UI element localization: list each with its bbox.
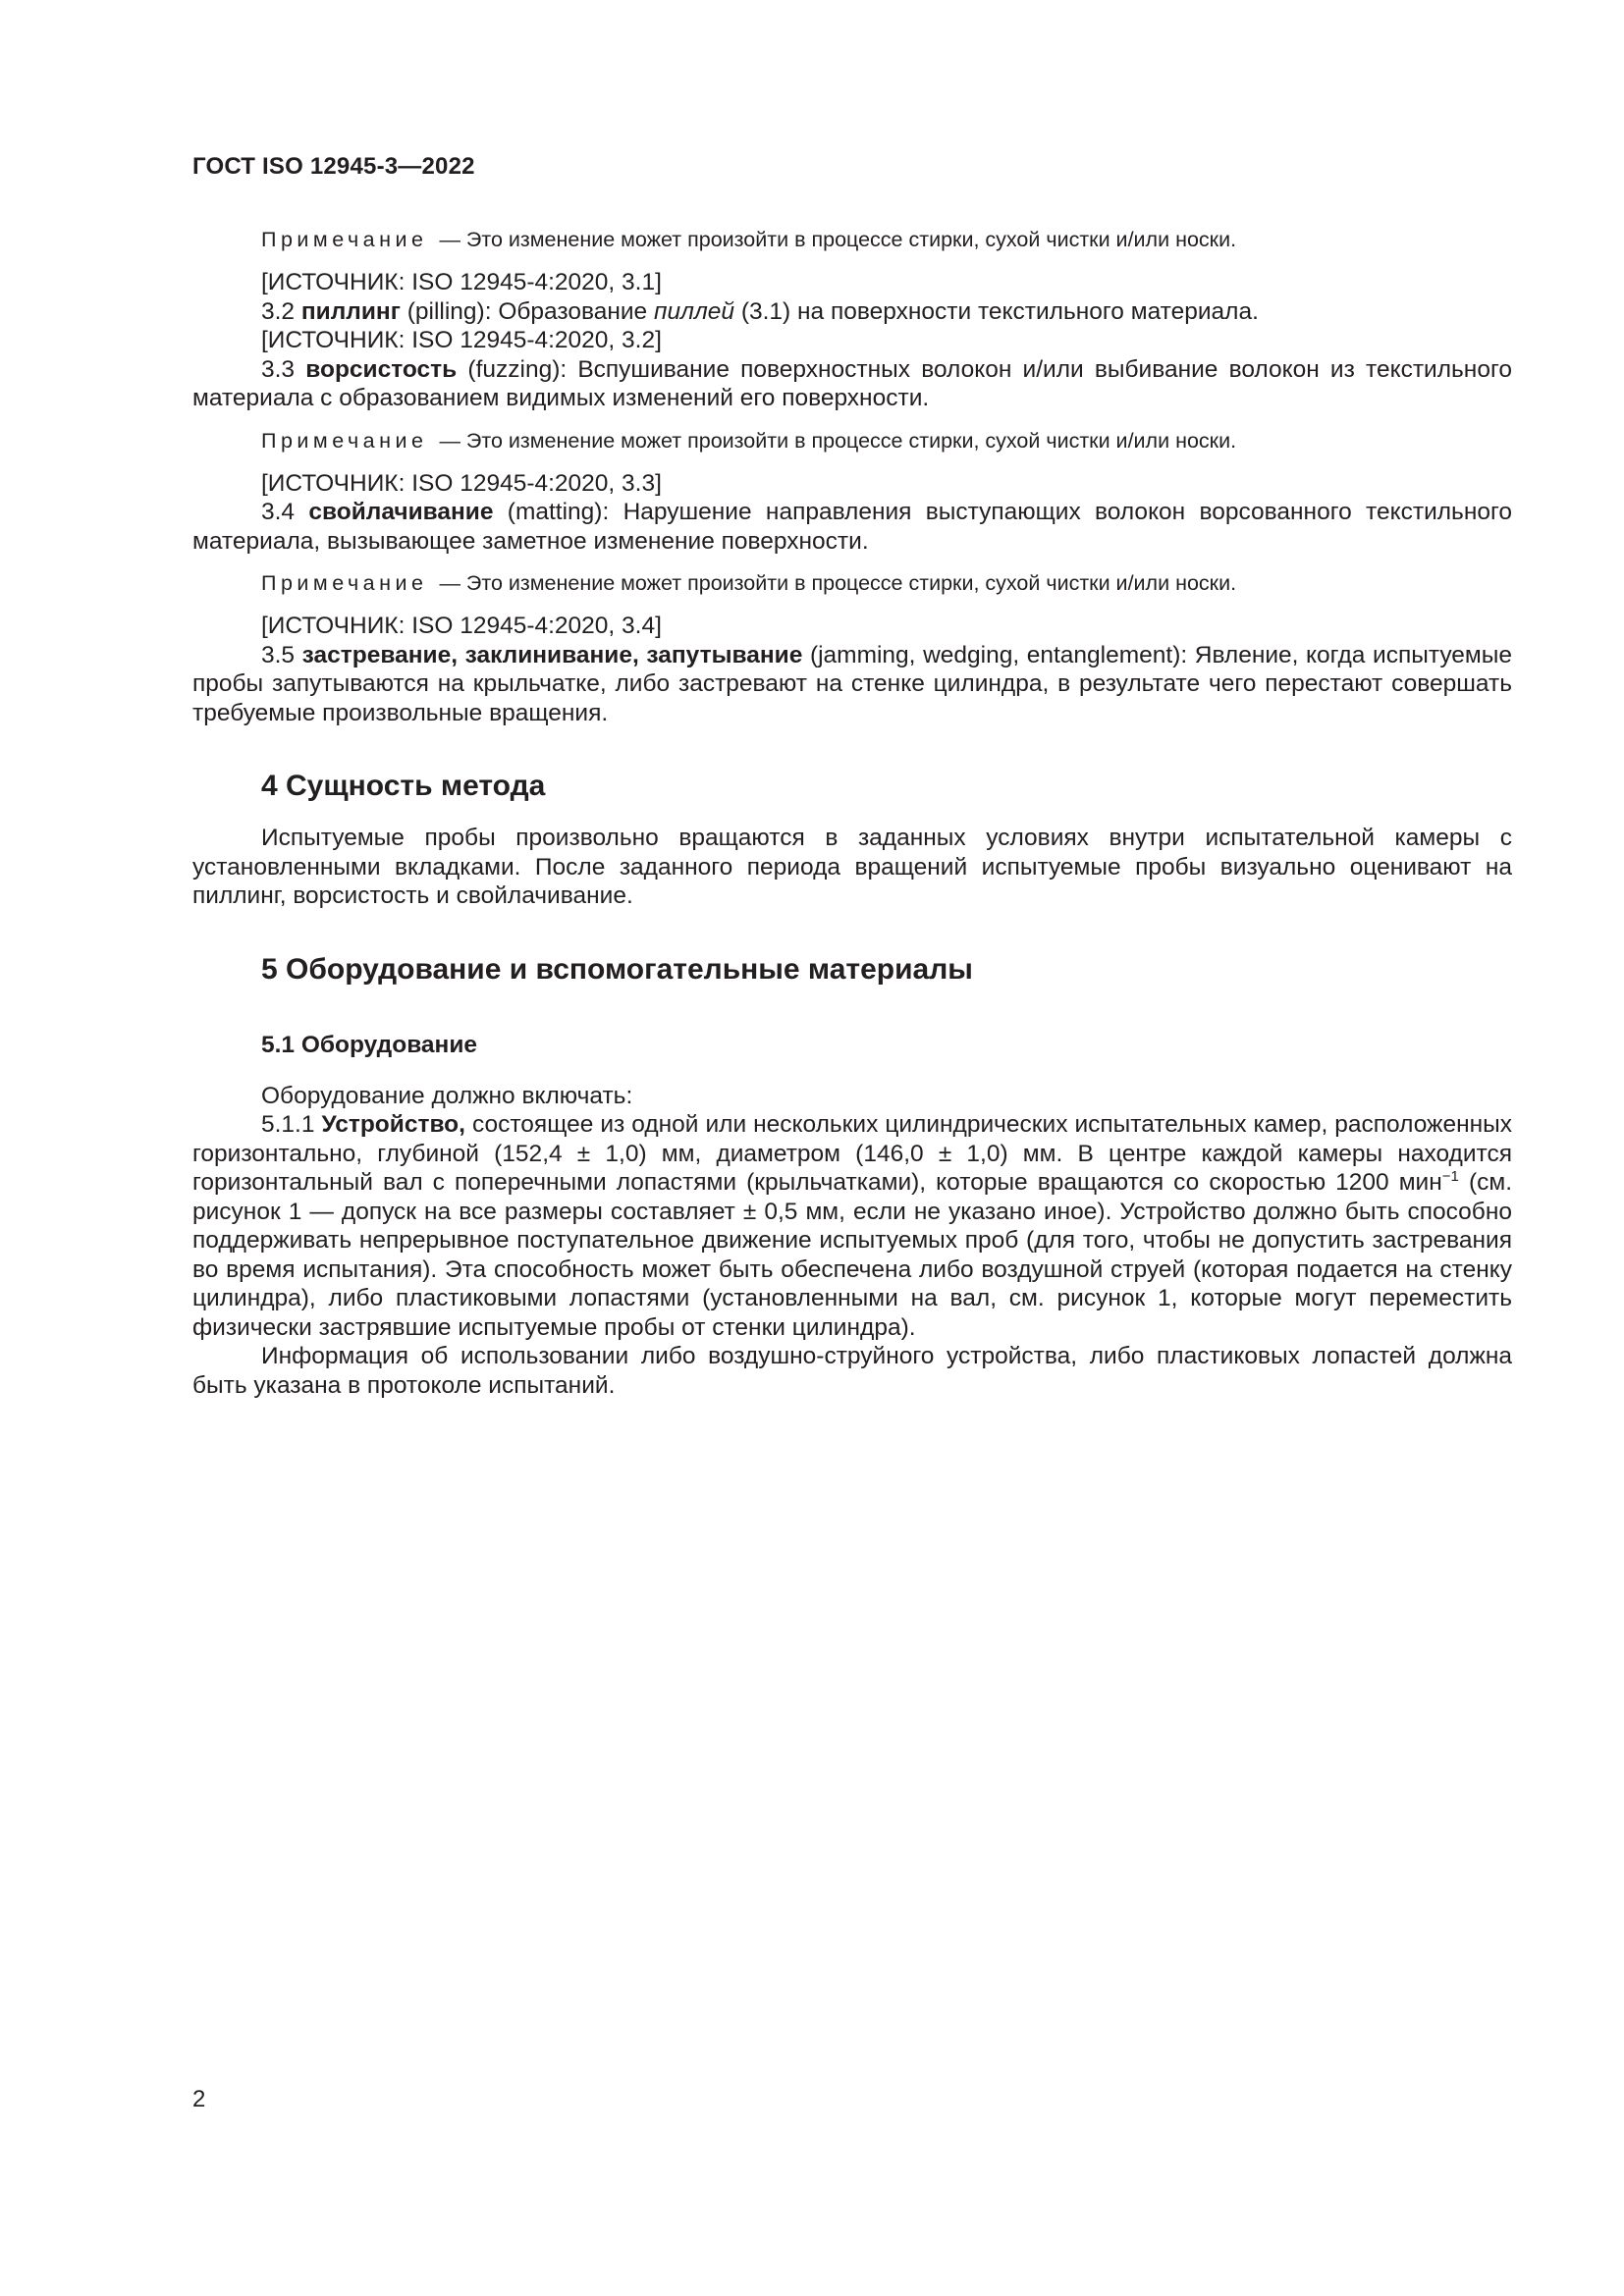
section-4-text: Испытуемые пробы произвольно вращаются в заданных условиях внутри испытательной камеры с установленными вкладками. После заданного периода вращений испытуемые пробы визуально оценивают на пиллинг, ворсистость и свойлачивание.	[192, 825, 1512, 909]
term-name: застревание, заклинивание, запутывание	[301, 641, 803, 668]
item-5-1-1	[192, 1110, 1512, 1342]
section-4-heading: 4 Сущность метода	[261, 770, 546, 802]
source-3-3: [ИСТОЧНИК: ISO 12945-4:2020, 3.3]	[261, 469, 662, 497]
term-name: ворсистость	[305, 355, 458, 383]
section-5-1-heading: 5.1 Оборудование	[261, 1031, 478, 1058]
term-definition: (3.1) на поверхности текстильного материала.	[740, 297, 1259, 325]
note-3-4	[192, 569, 1512, 598]
term-3-4	[192, 498, 1512, 556]
note-text: — Это изменение может произойти в процессе стирки, сухой чистки и/или носки.	[439, 428, 1237, 453]
term-number: 3.5	[261, 641, 296, 668]
term-3-2	[192, 297, 1512, 327]
note-label: Примечание	[261, 571, 428, 595]
term-name: пиллинг	[300, 297, 401, 325]
section-5-1-intro: Оборудование должно включать:	[261, 1082, 633, 1109]
note-3-3	[192, 427, 1512, 455]
note-label: Примечание	[261, 428, 428, 453]
term-english: (pilling): Образование	[406, 297, 648, 325]
term-number: 3.2	[261, 297, 296, 325]
item-term: Устройство,	[321, 1111, 465, 1138]
superscript-exponent: −1	[1441, 1167, 1459, 1185]
note-text: — Это изменение может произойти в процессе стирки, сухой чистки и/или носки.	[439, 571, 1237, 595]
term-name: свойлачивание	[308, 499, 494, 525]
document-body	[192, 226, 1512, 1400]
page-number: 2	[192, 2086, 206, 2112]
source-3-1: [ИСТОЧНИК: ISO 12945-4:2020, 3.1]	[261, 269, 662, 295]
term-3-5	[192, 641, 1512, 728]
item-text-part-a: состоящее из одной или нескольких цилиндрических испытательных камер, расположенных горизонтально, глубиной (152,4 ± 1,0) мм, диаметром (146,0 ± 1,0) мм. В центре каждой камеры находится горизонтальный вал с поперечными лопастями (крыльчатками), которые вращаются со скоростью 1200 мин	[192, 1111, 1512, 1196]
term-definition: (fuzzing): Вспушивание поверхностных волокон и/или выбивание волокон из текстильного материала с образованием видимых изменений его поверхности.	[192, 355, 1512, 411]
section-5-heading: 5 Оборудование и вспомогательные материалы	[261, 952, 973, 986]
term-3-3	[192, 355, 1512, 413]
section-5-1-info: Информация об использовании либо воздушно-струйного устройства, либо пластиковых лопастей должна быть указана в протоколе испытаний.	[192, 1343, 1512, 1399]
note-label: Примечание	[261, 228, 428, 251]
document-code-header: ГОСТ ISO 12945-3—2022	[192, 153, 475, 180]
note-3-1	[192, 226, 1512, 254]
item-number: 5.1.1	[261, 1111, 315, 1138]
source-3-2: [ИСТОЧНИК: ISO 12945-4:2020, 3.2]	[261, 327, 662, 353]
source-3-4: [ИСТОЧНИК: ISO 12945-4:2020, 3.4]	[261, 613, 662, 639]
term-number: 3.4	[261, 499, 296, 525]
item-text-part-b: (см. рисунок 1 — допуск на все размеры составляет ± 0,5 мм, если не указано иное). Устройство должно быть способно поддерживать непрерывное поступательное движение испытуемых проб (для того, чтобы не допустить застревания во время испытания). Эта способность может быть обеспечена либо воздушной струей (которая подается на стенку цилиндра), либо пластиковыми лопастями (установленными на вал, см. рисунок 1, которые могут переместить физически застрявшие испытуемые пробы от стенки цилиндра).	[192, 1169, 1512, 1341]
term-number: 3.3	[261, 355, 296, 383]
term-italic-ref: пиллей	[654, 297, 735, 325]
term-definition: (jamming, wedging, entanglement): Явление, когда испытуемые пробы запутываются на крыльчатке, либо застревают на стенке цилиндра, в результате чего перестают совершать требуемые произвольные вращения.	[192, 641, 1513, 726]
note-text: — Это изменение может произойти в процессе стирки, сухой чистки и/или носки.	[439, 228, 1237, 251]
term-definition: (matting): Нарушение направления выступающих волокон ворсованного текстильного материала, вызывающее заметное изменение поверхности.	[192, 499, 1513, 555]
